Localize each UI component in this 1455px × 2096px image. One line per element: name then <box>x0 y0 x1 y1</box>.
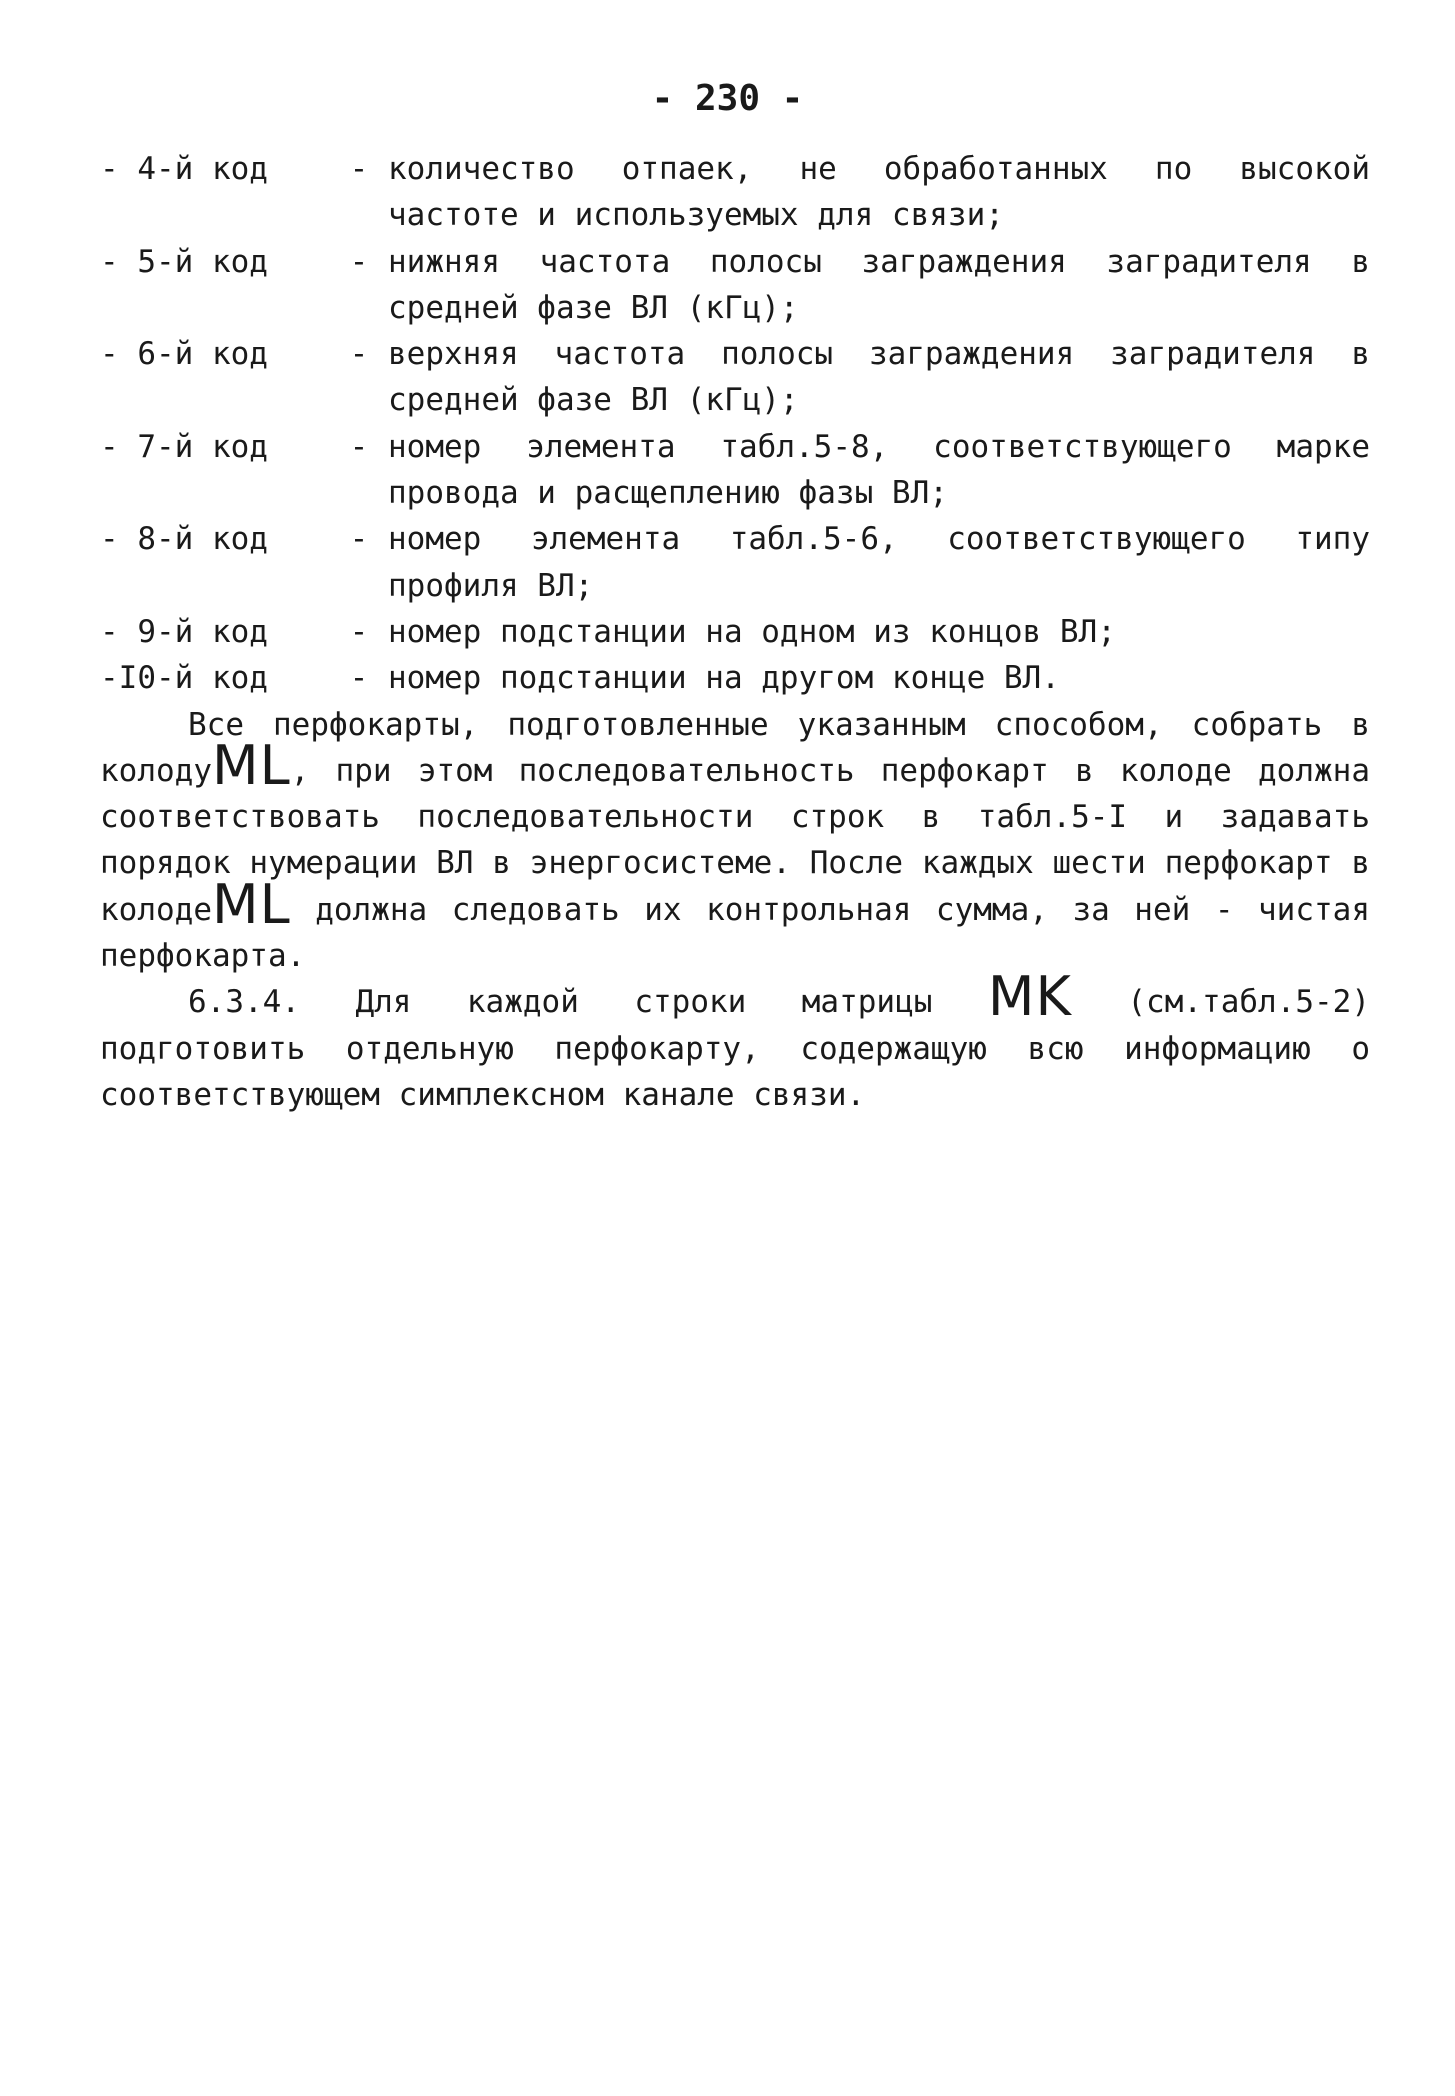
code-dash: - <box>349 660 369 697</box>
code-label: - 8-й код <box>100 521 268 558</box>
code-row <box>100 424 1370 517</box>
code-row <box>100 609 1370 655</box>
paragraph-ml-deck <box>100 702 1370 980</box>
page-number: - 230 - <box>651 78 804 119</box>
code-label: -I0-й код <box>100 660 268 697</box>
code-dash: - <box>349 336 369 373</box>
code-label: - 7-й код <box>100 428 268 465</box>
paragraph-ml-text-2: , при этом последовательность перфокарт в колоде должна соответствовать последовательности строк в табл.5-I и задавать порядок нумерации ВЛ в энергосистеме. После каждых шести перфокарт в колоде <box>100 752 1370 928</box>
code-label: - 9-й код <box>100 613 268 650</box>
first-code-list <box>100 146 1370 702</box>
page-body <box>100 146 1370 1118</box>
paragraph-634-text-1: 6.3.4. Для каждой строки матрицы <box>188 984 933 1021</box>
paragraph-634-text-2: (см.табл.5-2) подготовить отдельную перфокарту, содержащую всю информацию о соответствующем симплексном канале связи. <box>100 984 1371 1113</box>
code-row <box>100 146 1370 239</box>
code-label: - 4-й код <box>100 151 268 187</box>
paragraph-634 <box>100 965 1371 1118</box>
code-row <box>100 239 1370 332</box>
code-text: номер подстанции на одном из концов ВЛ; <box>388 613 1116 650</box>
code-label: - 6-й код <box>100 336 268 373</box>
code-row <box>100 516 1370 609</box>
code-text: верхняя частота полосы заграждения заградителя в средней фазе ВЛ (кГц); <box>388 336 1370 419</box>
code-row <box>100 655 1370 701</box>
code-text: количество отпаек, не обработанных по высокой частоте и используемых для связи; <box>388 151 1370 234</box>
code-text: номер элемента табл.5-8, соответствующего марке провода и расщеплению фазы ВЛ; <box>388 428 1370 512</box>
code-dash: - <box>349 243 369 280</box>
code-row <box>100 331 1370 424</box>
code-label: - 5-й код <box>100 243 268 280</box>
mk-symbol: MK <box>987 965 1072 1029</box>
ml-symbol: ML <box>211 872 291 936</box>
code-dash: - <box>349 151 369 187</box>
code-text: номер подстанции на другом конце ВЛ. <box>388 660 1060 697</box>
paragraph-ml-text-3: должна следовать их контрольная сумма, за ней - чистая перфокарта. <box>100 891 1370 975</box>
code-dash: - <box>349 428 369 465</box>
code-dash: - <box>349 521 369 558</box>
ml-symbol: ML <box>211 733 291 797</box>
code-text: номер элемента табл.5-6, соответствующего типу профиля ВЛ; <box>388 521 1370 604</box>
code-dash: - <box>349 613 369 650</box>
code-text: нижняя частота полосы заграждения заградителя в средней фазе ВЛ (кГц); <box>388 243 1370 326</box>
paragraph-ml-text-1: Все перфокарты, подготовленные указанным способом, собрать в колоду <box>100 706 1370 789</box>
